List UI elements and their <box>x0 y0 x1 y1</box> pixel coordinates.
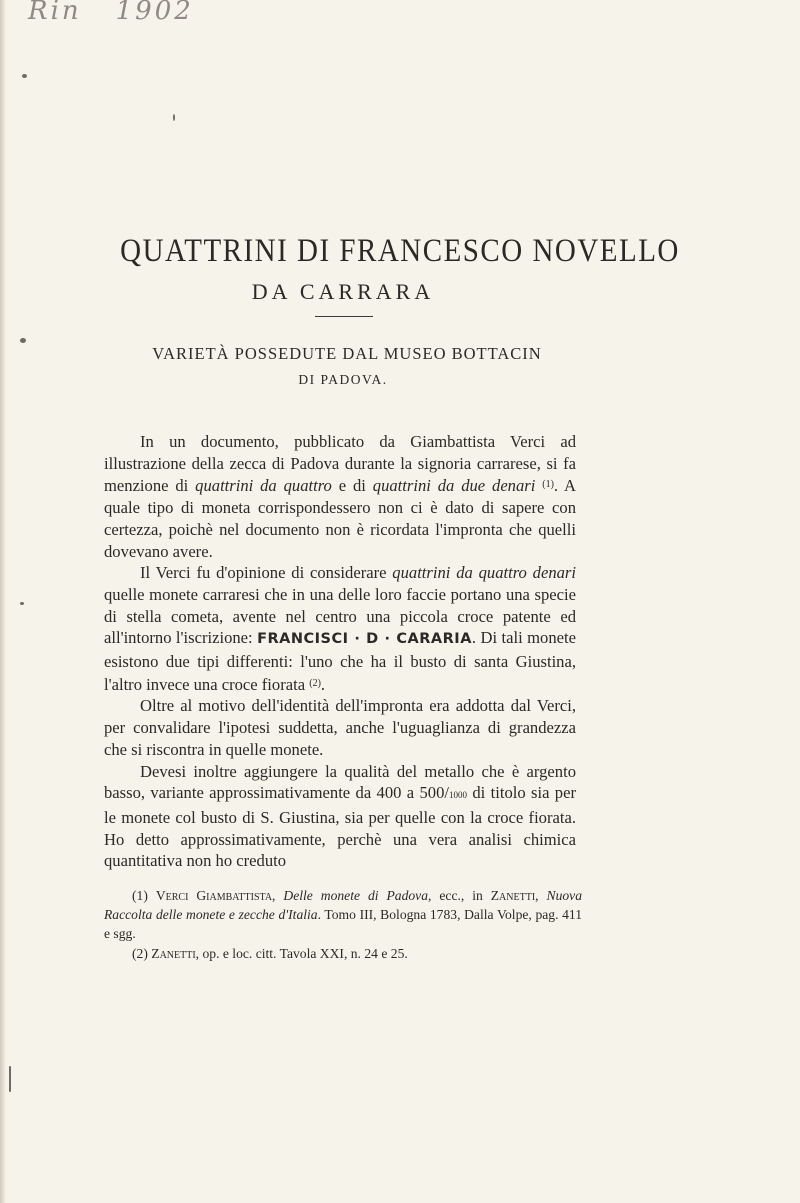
paper-speck <box>9 1066 11 1092</box>
footnotes <box>104 886 582 963</box>
handwritten-annotation <box>28 0 194 26</box>
handwritten-year: 1902 <box>115 0 194 26</box>
text-run: In un documento, pubblicato da Giambattista Verci ad illustrazione della zecca di Padova durante la signoria carrarese, si fa menzione di <box>104 432 576 496</box>
paragraph-4 <box>104 761 576 873</box>
footnote-2 <box>104 944 582 963</box>
text-run: , ecc., in <box>428 888 491 903</box>
footnote-mark: (1) <box>132 888 148 903</box>
paragraph-2 <box>104 562 576 695</box>
text-run: e di <box>331 476 373 496</box>
text-run: , <box>535 888 547 903</box>
section-heading: VARIETÀ POSSEDUTE DAL MUSEO BOTTACIN <box>152 344 542 363</box>
footnote-author: Verci Giambattista <box>155 888 273 903</box>
title-divider <box>315 316 373 317</box>
text-run: , <box>272 888 284 903</box>
paper-speck <box>20 338 26 343</box>
body-text <box>104 431 576 872</box>
page-subtitle: DA CARRARA <box>251 279 435 304</box>
footnote-1 <box>104 886 582 944</box>
footnote-ref-1: (1) <box>542 479 554 491</box>
paper-speck <box>22 74 27 78</box>
paragraph-3: Oltre al motivo dell'identità dell'impronta era addotta dal Verci, per convalidare l'ipotesi suddetta, anche l'uguaglianza di grandezza che si riscontra in quelle monete. <box>104 696 576 759</box>
footnote-author: Zanetti <box>490 888 536 903</box>
text-run: . A quale tipo di moneta corrispondessero non ci è dato di sapere con certezza, poichè nel documento non è ricordata l'impronta che quelli dovevano avere. <box>104 476 576 561</box>
paper-speck <box>173 114 175 121</box>
handwritten-abbrev: Rin <box>28 0 82 26</box>
text-run: . <box>320 674 326 694</box>
fraction-denominator: 1000 <box>449 790 468 801</box>
text-run: Devesi inoltre aggiungere la qualità del metallo che è argento basso, variante approssimativamente da 400 a <box>104 761 576 803</box>
italic-run: quattrini da quattro denari <box>392 563 576 583</box>
fraction-numerator: 500/ <box>419 783 450 803</box>
coin-inscription: FRANCISCI · D · CARARIA <box>257 631 472 648</box>
text-run: . Di tali monete esistono due tipi differenti: l'uno che ha il busto di santa Giustina, l'altro invece una croce fiorata <box>104 628 576 694</box>
text-run: , op. e loc. citt. Tavola XXI, n. 24 e 25. <box>195 945 408 961</box>
italic-run: quattrini da due denari <box>372 476 536 496</box>
footnote-ref-2: (2) <box>309 677 321 689</box>
italic-run: Delle monete di Padova <box>283 888 429 903</box>
text-run: quelle monete carraresi che in una delle loro faccie portano una specie di stella cometa, avente nel centro una piccola croce patente ed all'intorno l'iscrizione: <box>104 584 576 648</box>
section-heading-location: DI PADOVA. <box>298 372 388 387</box>
footnote-mark: (2) <box>132 945 148 961</box>
italic-run: quattrini da quattro <box>195 476 332 496</box>
paper-speck <box>20 602 24 605</box>
page-title: QUATTRINI DI FRANCESCO NOVELLO <box>120 233 680 269</box>
italic-run: Nuova Raccolta delle monete e zecche d'Italia <box>104 888 582 923</box>
text-run: Il Verci fu d'opinione di considerare <box>140 563 393 583</box>
paragraph-1 <box>104 431 576 562</box>
text-run: di titolo sia per le monete col busto di S. Giustina, sia per quelle con la croce fiorata. Ho detto approssimativamente, perchè una vera analisi chimica quantitativa non ho creduto <box>104 783 576 871</box>
page-edge <box>0 0 6 1203</box>
footnote-author: Zanetti <box>151 945 196 961</box>
text-run: . Tomo III, Bologna 1783, Dalla Volpe, pag. 411 e sgg. <box>104 907 583 942</box>
